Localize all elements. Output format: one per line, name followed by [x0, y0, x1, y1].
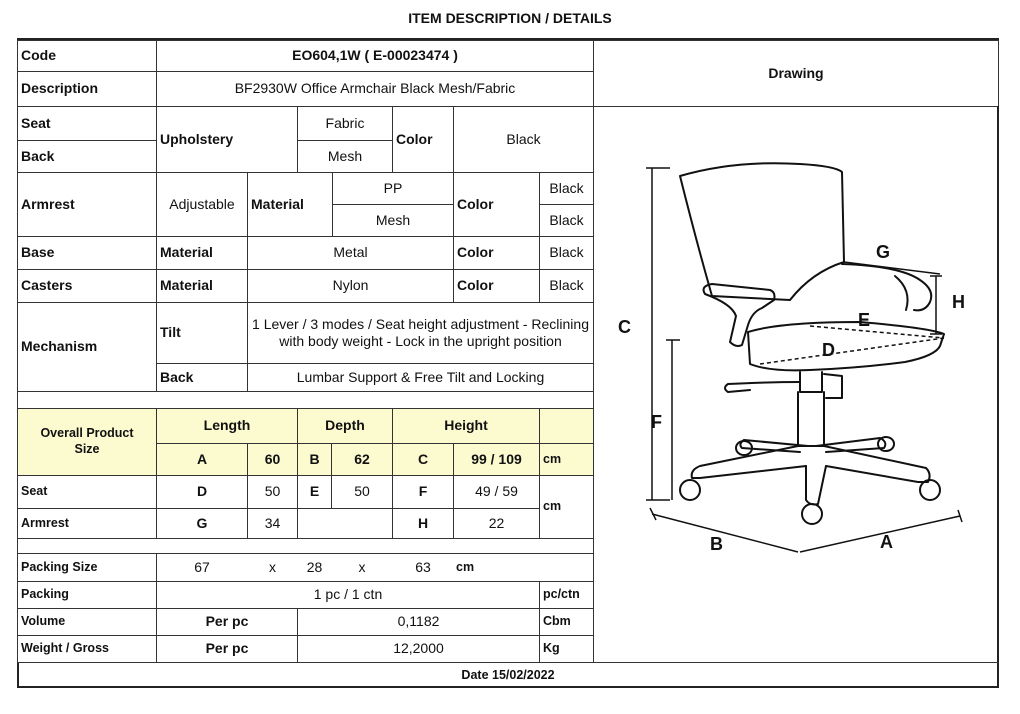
dim-e-value: 50 [331, 475, 393, 509]
armrest-type: Adjustable [156, 172, 248, 237]
packing-length: 67 [156, 553, 248, 582]
armrest-dims-blank [297, 508, 393, 539]
base-material: Metal [247, 236, 454, 270]
dim-a-label: A [156, 443, 248, 476]
packing-value: 1 pc / 1 ctn [156, 581, 540, 609]
casters-material-label: Material [156, 269, 248, 303]
dim-a-value: 60 [247, 443, 298, 476]
overall-header-blank [539, 408, 594, 444]
mechanism-back-label: Back [156, 363, 248, 392]
packing-size-unit: cm [453, 553, 594, 582]
code-label: Code [17, 40, 157, 72]
letter-c: C [618, 317, 631, 337]
back-material: Mesh [297, 140, 393, 173]
armrest-color-2: Black [539, 204, 594, 237]
armrest-color-label: Color [453, 172, 540, 237]
base-color-label: Color [453, 236, 540, 270]
armrest-material-2: Mesh [332, 204, 454, 237]
description-value: BF2930W Office Armchair Black Mesh/Fabric [156, 71, 594, 107]
armrest-dims-label: Armrest [17, 508, 157, 539]
weight-per: Per pc [156, 635, 298, 663]
packing-label: Packing [17, 581, 157, 609]
letter-g: G [876, 242, 891, 262]
spacer-row-2 [17, 538, 594, 554]
letter-h: H [952, 292, 965, 312]
code-value: EO604,1W ( E-00023474 ) [156, 40, 594, 72]
dim-b-value: 62 [331, 443, 393, 476]
mechanism-back-value: Lumbar Support & Free Tilt and Locking [247, 363, 594, 392]
dim-c-label: C [392, 443, 454, 476]
drawing-header: Drawing [593, 40, 999, 107]
volume-unit: Cbm [539, 608, 594, 636]
packing-unit: pc/ctn [539, 581, 594, 609]
height-header: Height [392, 408, 540, 444]
casters-material: Nylon [247, 269, 454, 303]
casters-color-label: Color [453, 269, 540, 303]
bottom-rule [17, 662, 999, 663]
page-title: ITEM DESCRIPTION / DETAILS [408, 10, 612, 26]
dim-f-label: F [392, 475, 454, 509]
base-label: Base [17, 236, 157, 270]
weight-value: 12,2000 [297, 635, 540, 663]
mechanism-label: Mechanism [17, 302, 157, 392]
description-label: Description [17, 71, 157, 107]
tilt-value: 1 Lever / 3 modes / Seat height adjustment - Reclining with body weight - Lock in the upright position [247, 302, 594, 364]
dim-b-label: B [297, 443, 332, 476]
volume-label: Volume [17, 608, 157, 636]
upholstery-color: Black [453, 106, 594, 173]
packing-x-1: x [247, 553, 298, 582]
overall-size-label: Overall Product Size [17, 408, 157, 476]
casters-color: Black [539, 269, 594, 303]
armrest-material-1: PP [332, 172, 454, 205]
weight-label: Weight / Gross [17, 635, 157, 663]
depth-header: Depth [297, 408, 393, 444]
armrest-material-label: Material [247, 172, 333, 237]
spacer-row [17, 391, 594, 409]
upholstery-label: Upholstery [156, 106, 298, 173]
packing-width: 28 [297, 553, 332, 582]
length-header: Length [156, 408, 298, 444]
dim-f-value: 49 / 59 [453, 475, 540, 509]
letter-b: B [710, 534, 723, 554]
dim-h-label: H [392, 508, 454, 539]
seat-material: Fabric [297, 106, 393, 141]
dim-d-value: 50 [247, 475, 298, 509]
letter-f: F [651, 412, 662, 432]
seat-label: Seat [17, 106, 157, 141]
volume-value: 0,1182 [297, 608, 540, 636]
letter-d: D [822, 340, 835, 360]
base-color: Black [539, 236, 594, 270]
weight-unit: Kg [539, 635, 594, 663]
seat-dims-label: Seat [17, 475, 157, 509]
dim-h-value: 22 [453, 508, 540, 539]
tilt-label: Tilt [156, 302, 248, 364]
overall-unit: cm [539, 443, 594, 476]
dim-g-label: G [156, 508, 248, 539]
base-material-label: Material [156, 236, 248, 270]
date-text: Date 15/02/2022 [461, 668, 555, 683]
armrest-label: Armrest [17, 172, 157, 237]
dim-g-value: 34 [247, 508, 298, 539]
casters-label: Casters [17, 269, 157, 303]
letter-e: E [858, 310, 871, 330]
dim-e-label: E [297, 475, 332, 509]
packing-x-2: x [331, 553, 393, 582]
packing-height: 63 [392, 553, 454, 582]
dims-unit: cm [539, 475, 594, 539]
chair-drawing [600, 110, 995, 555]
armrest-color-1: Black [539, 172, 594, 205]
back-label: Back [17, 140, 157, 173]
upholstery-color-label: Color [392, 106, 454, 173]
dim-c-value: 99 / 109 [453, 443, 540, 476]
packing-size-label: Packing Size [17, 553, 157, 582]
volume-per: Per pc [156, 608, 298, 636]
letter-a: A [880, 532, 893, 552]
dim-d-label: D [156, 475, 248, 509]
